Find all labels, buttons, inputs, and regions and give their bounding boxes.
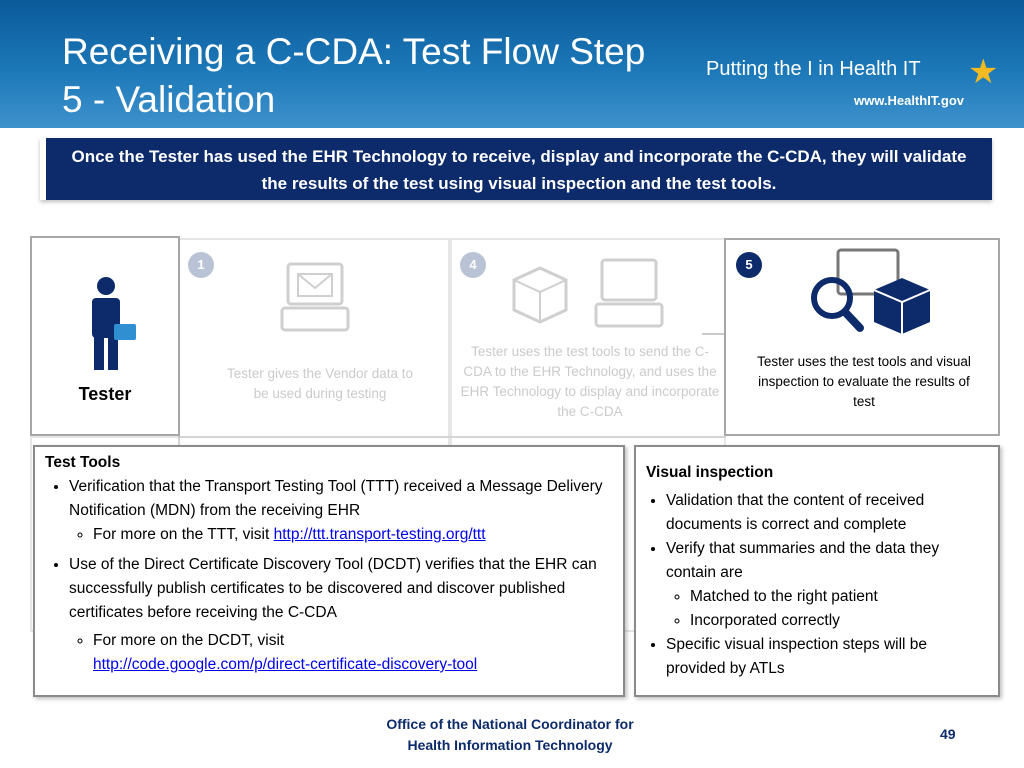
step-5-cell: [724, 238, 1000, 436]
step-1-text: Tester gives the Vendor data to be used during testing: [226, 366, 414, 401]
step-1-badge: 1: [188, 252, 214, 278]
page-number: 49: [940, 726, 956, 742]
vi-sub-item-1: ◦ Matched to the right patient: [690, 585, 990, 609]
visual-inspection-heading: Visual inspection: [646, 464, 774, 481]
footer-line-1: Office of the National Coordinator for: [386, 716, 634, 732]
title-line-2: 5 - Validation: [62, 79, 276, 120]
step-4-text: Tester uses the test tools to send the C-CDA to the EHR Technology, and uses the EHR Technology to display and incorporate the C-CDA: [460, 344, 720, 419]
tester-label: Tester: [78, 384, 132, 404]
title-line-1: Receiving a C-CDA: Test Flow Step: [62, 31, 646, 72]
magnifier-package-icon: [806, 248, 946, 348]
package-icon: [510, 264, 570, 324]
footer-line-2: Health Information Technology: [407, 737, 613, 753]
visual-inspection-panel: [634, 445, 1000, 697]
vi-item-3: • Specific visual inspection steps will be provided by ATLs: [666, 633, 990, 681]
test-tools-heading: Test Tools: [45, 454, 121, 471]
step-5-badge: 5: [736, 252, 762, 278]
healthit-logo: [706, 52, 1006, 112]
vi-item-2: • Verify that summaries and the data they contain are ◦ Matched to the right patient ◦ Incorporated correctly: [666, 537, 990, 633]
test-tools-item-2: • Use of the Direct Certificate Discovery Tool (DCDT) verifies that the EHR can successfully publish certificates to be discovered and discover published certificates before receiving the C-CDA ◦ For more on the DCDT, visit http://code.google.com/p/direct-certificate-discovery-tool: [69, 553, 615, 677]
summary-banner: Once the Tester has used the EHR Technology to receive, display and incorporate the C-CDA, they will validate the results of the test using visual inspection and the test tools.: [40, 138, 992, 200]
vi-sub-item-2: ◦ Incorporated correctly: [690, 609, 990, 633]
vi-item-1: • Validation that the content of received documents is correct and complete: [666, 489, 990, 537]
logo-url: www.HealthIT.gov: [854, 93, 965, 108]
dcdt-link[interactable]: http://code.google.com/p/direct-certificate-discovery-tool: [93, 656, 478, 673]
tester-cell: [30, 236, 180, 436]
footer: [340, 714, 680, 756]
laptop-email-icon: [280, 262, 350, 334]
ttt-link-item: ◦ For more on the TTT, visit http://ttt.transport-testing.org/ttt: [93, 523, 615, 547]
star-icon: ★: [968, 53, 999, 91]
tester-person-icon: [84, 276, 140, 372]
test-tools-item-1: • Verification that the Transport Testing Tool (TTT) received a Message Delivery Notification (MDN) from the receiving EHR ◦ For more on the TTT, visit http://ttt.transport-testing.org/ttt: [69, 475, 615, 547]
ttt-link[interactable]: http://ttt.transport-testing.org/ttt: [273, 526, 486, 543]
step-4-cell: [450, 238, 726, 438]
test-tools-panel: [33, 445, 625, 697]
logo-text: Putting the I in Health IT: [706, 58, 921, 80]
step-1-cell: [178, 238, 450, 438]
step-4-badge: 4: [460, 252, 486, 278]
step-5-text: Tester uses the test tools and visual inspection to evaluate the results of test: [757, 354, 971, 409]
slide-title: [62, 28, 702, 124]
laptop-icon: [594, 258, 664, 330]
dcdt-link-item: ◦ For more on the DCDT, visit http://code.google.com/p/direct-certificate-discovery-tool: [93, 629, 615, 677]
